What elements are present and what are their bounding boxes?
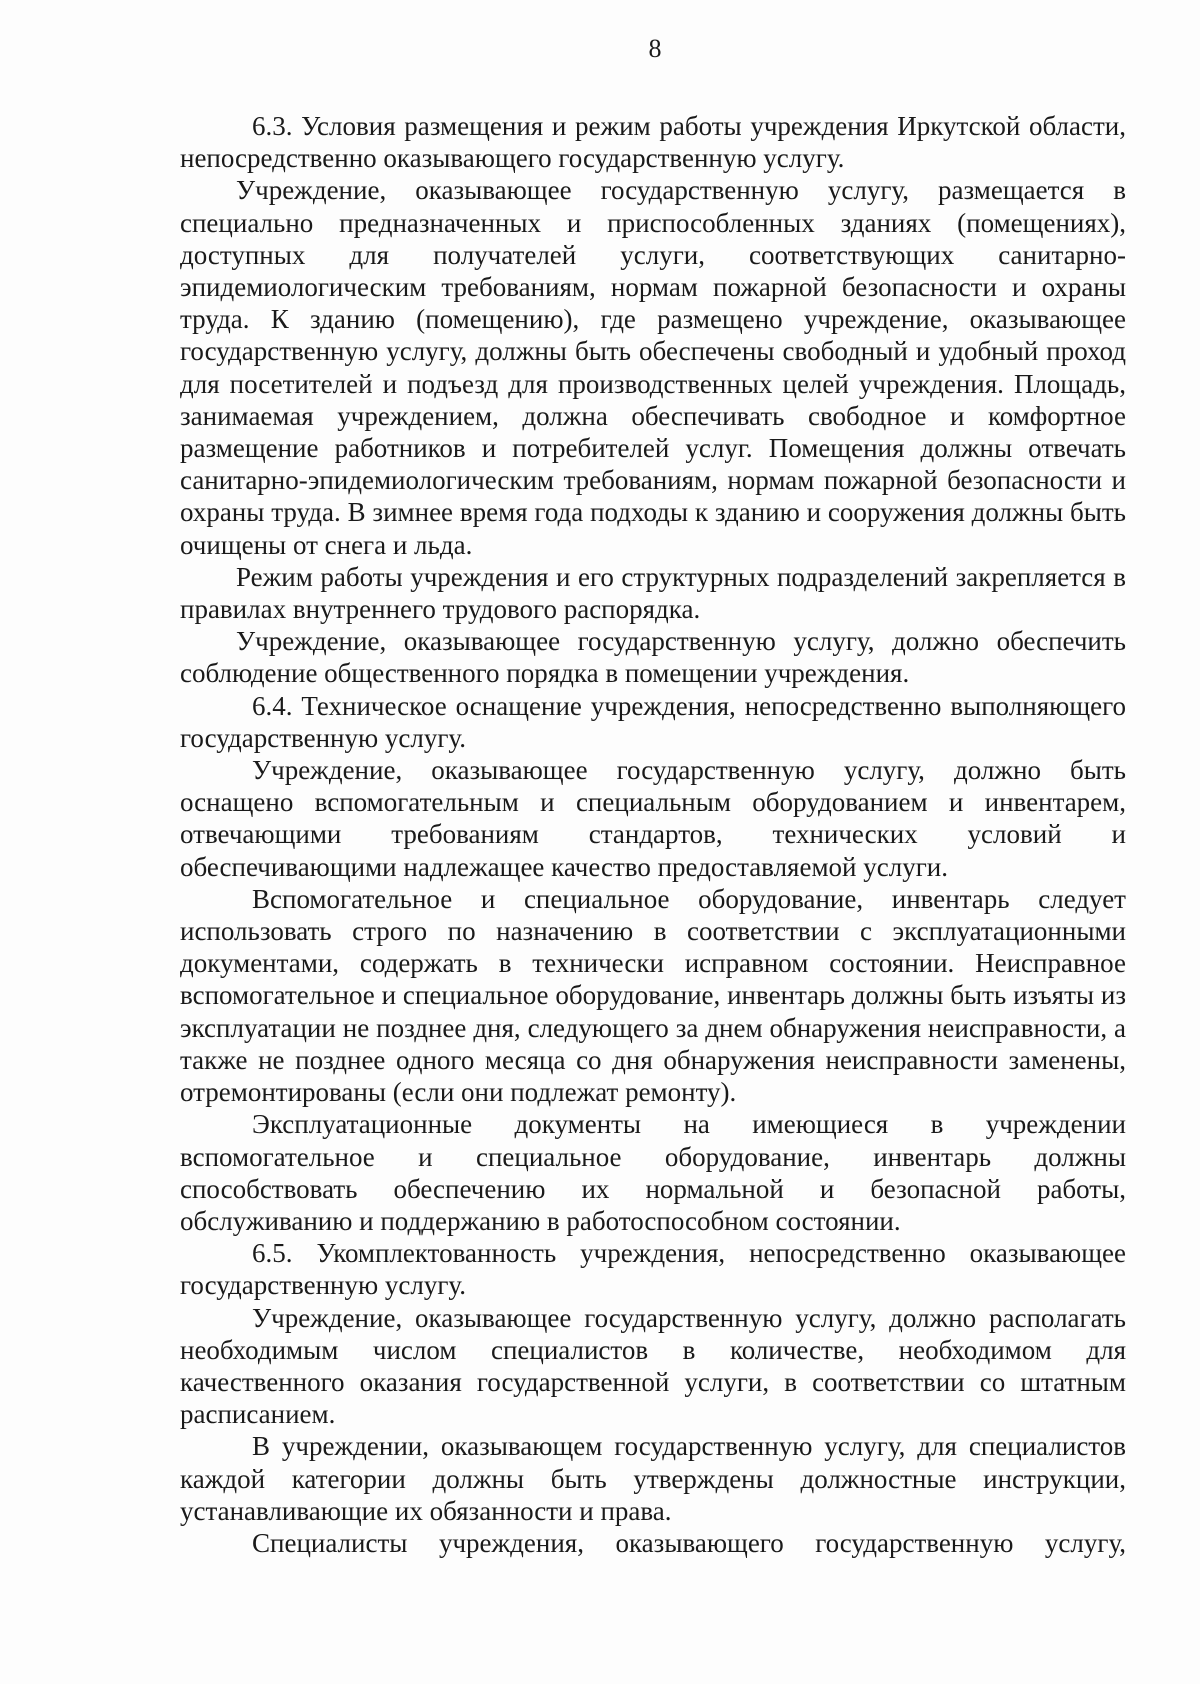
paragraph: Учреждение, оказывающее государственную услугу, должно располагать необходимым числом специалистов в количестве, необходимом для качественного оказания государственной услуги, в соответствии со штатным расписанием. xyxy=(180,1302,1126,1430)
paragraph: 6.3. Условия размещения и режим работы учреждения Иркутской области, непосредственно оказывающего государственную услугу. xyxy=(180,111,1126,174)
paragraph: Режим работы учреждения и его структурных подразделений закрепляется в правилах внутреннего трудового распорядка. xyxy=(180,561,1126,625)
page-number: 8 xyxy=(648,34,662,63)
paragraph: Учреждение, оказывающее государственную услугу, должно быть оснащено вспомогательным и специальным оборудованием и инвентарем, отвечающими требованиям стандартов, технических условий и обеспечивающими надлежащее качество предоставляемой услуги. xyxy=(180,755,1126,882)
paragraph: В учреждении, оказывающем государственную услугу, для специалистов каждой категории должны быть утверждены должностные инструкции, устанавливающие их обязанности и права. xyxy=(180,1431,1126,1526)
paragraph: Специалисты учреждения, оказывающего государственную услугу, xyxy=(252,1527,1126,1558)
paragraph: 6.5. Укомплектованность учреждения, непосредственно оказывающее государственную услугу. xyxy=(180,1238,1126,1301)
document-body xyxy=(180,110,1126,1559)
paragraph: Эксплуатационные документы на имеющиеся в учреждении вспомогательное и специальное оборудование, инвентарь должны способствовать обеспечению их нормальной и безопасной работы, обслуживанию и поддержанию в работоспособном состоянии. xyxy=(180,1109,1126,1236)
paragraph: Вспомогательное и специальное оборудование, инвентарь следует использовать строго по назначению в соответствии с эксплуатационными документами, содержать в технически исправном состоянии. Неисправное вспомогательное и специальное оборудование, инвентарь должны быть изъяты из эксплуатации не позднее дня, следующего за днем обнаружения неисправности, а также не позднее одного месяца со дня обнаружения неисправности заменены, отремонтированы (если они подлежат ремонту). xyxy=(180,883,1126,1108)
paragraph: Учреждение, оказывающее государственную услугу, размещается в специально предназначенных и приспособленных зданиях (помещениях), доступных для получателей услуги, соответствующих санитарно-эпидемиологическим требованиям, нормам пожарной безопасности и охраны труда. К зданию (помещению), где размещено учреждение, оказывающее государственную услугу, должны быть обеспечены свободный и удобный проход для посетителей и подъезд для производственных целей учреждения. Площадь, занимаемая учреждением, должна обеспечивать свободное и комфортное размещение работников и потребителей услуг. Помещения должны отвечать санитарно-эпидемиологическим требованиям, нормам пожарной безопасности и охраны труда. В зимнее время года подходы к зданию и сооружения должны быть очищены от снега и льда. xyxy=(180,175,1126,560)
paragraph: 6.4. Техническое оснащение учреждения, непосредственно выполняющего государственную услугу. xyxy=(180,690,1126,753)
paragraph: Учреждение, оказывающее государственную услугу, должно обеспечить соблюдение общественного порядка в помещении учреждения. xyxy=(180,626,1126,689)
